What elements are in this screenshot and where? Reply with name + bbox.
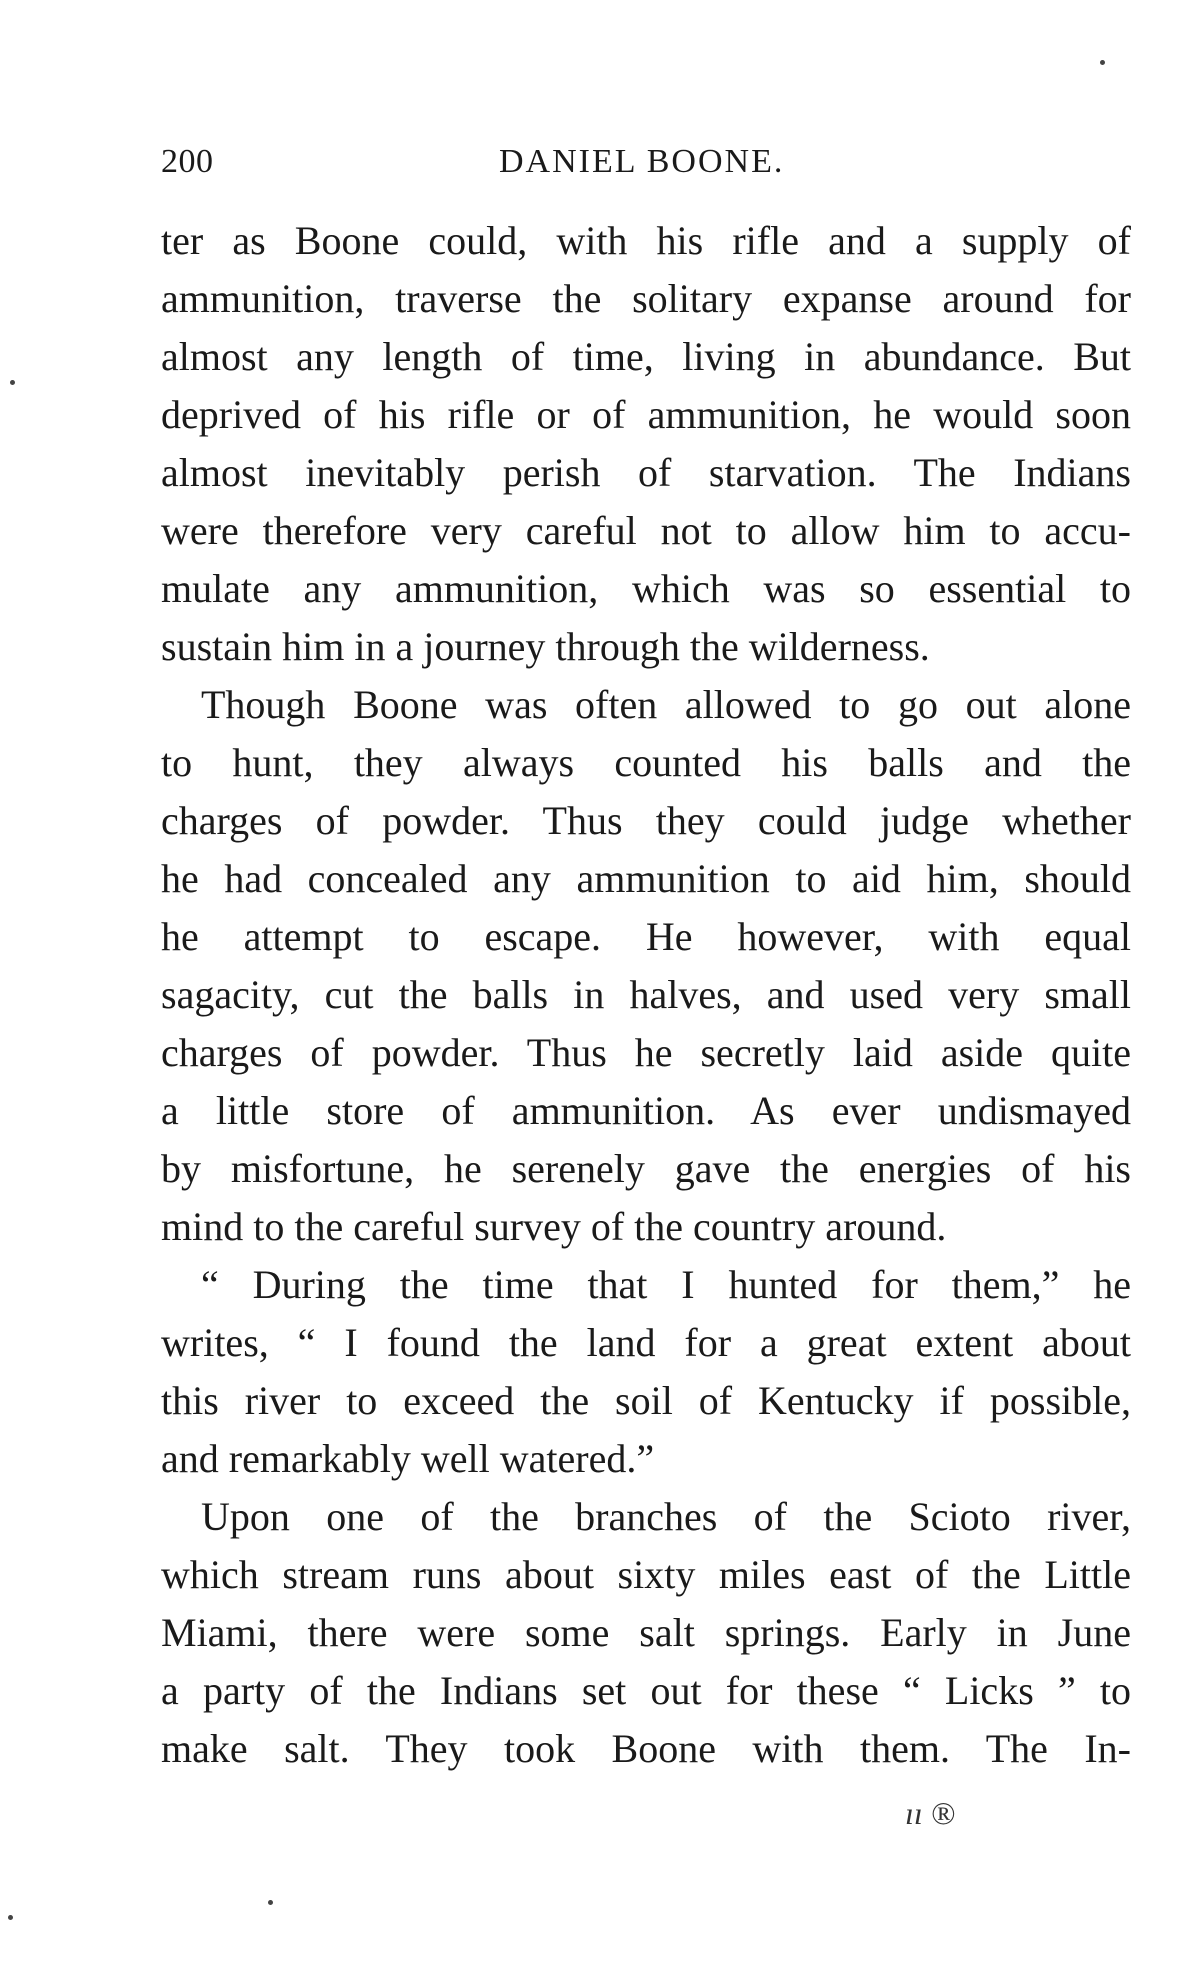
- paper-speck: [1100, 60, 1105, 65]
- paragraph-3: [161, 1256, 1131, 1488]
- text-line: a party of the Indians set out for these “ Licks ” to: [161, 1668, 1131, 1713]
- text-line: were therefore very careful not to allow him to accu-: [161, 508, 1131, 553]
- text-line: deprived of his rifle or of ammunition, he would soon: [161, 392, 1131, 437]
- library-stamp-mark: ıı ®: [905, 1795, 956, 1831]
- text-line: to hunt, they always counted his balls and the: [161, 740, 1131, 785]
- paper-speck: [268, 1900, 273, 1905]
- body-text: [161, 212, 1131, 1778]
- text-line: “ During the time that I hunted for them,” he: [201, 1262, 1131, 1307]
- text-line: Though Boone was often allowed to go out alone: [201, 682, 1131, 727]
- running-head: [161, 143, 1131, 193]
- text-line: charges of powder. Thus he secretly laid aside quite: [161, 1030, 1131, 1075]
- text-line: ammunition, traverse the solitary expanse around for: [161, 276, 1131, 321]
- text-line: by misfortune, he serenely gave the energies of his: [161, 1146, 1131, 1191]
- text-line: sagacity, cut the balls in halves, and used very small: [161, 972, 1131, 1017]
- text-line: a little store of ammunition. As ever undismayed: [161, 1088, 1131, 1133]
- text-line: Miami, there were some salt springs. Early in June: [161, 1610, 1131, 1655]
- running-title: DANIEL BOONE.: [499, 143, 785, 180]
- text-line: sustain him in a journey through the wilderness.: [161, 624, 930, 669]
- text-line: this river to exceed the soil of Kentucky if possible,: [161, 1378, 1131, 1423]
- text-line: charges of powder. Thus they could judge whether: [161, 798, 1131, 843]
- text-line: make salt. They took Boone with them. The In-: [161, 1726, 1131, 1771]
- paragraph-1: [161, 212, 1131, 676]
- text-line: and remarkably well watered.”: [161, 1436, 655, 1481]
- paragraph-4: [161, 1488, 1131, 1778]
- paragraph-2: [161, 676, 1131, 1256]
- paper-speck: [8, 1915, 13, 1920]
- text-line: almost any length of time, living in abundance. But: [161, 334, 1131, 379]
- text-line: he attempt to escape. He however, with equal: [161, 914, 1131, 959]
- text-line: ter as Boone could, with his rifle and a supply of: [161, 218, 1131, 263]
- paper-speck: [10, 380, 15, 385]
- text-line: writes, “ I found the land for a great extent about: [161, 1320, 1131, 1365]
- page-number: 200: [161, 143, 214, 180]
- text-line: which stream runs about sixty miles east of the Little: [161, 1552, 1131, 1597]
- text-line: mulate any ammunition, which was so essential to: [161, 566, 1131, 611]
- text-line: almost inevitably perish of starvation. The Indians: [161, 450, 1131, 495]
- text-line: mind to the careful survey of the country around.: [161, 1204, 947, 1249]
- text-line: Upon one of the branches of the Scioto river,: [201, 1494, 1131, 1539]
- text-line: he had concealed any ammunition to aid him, should: [161, 856, 1131, 901]
